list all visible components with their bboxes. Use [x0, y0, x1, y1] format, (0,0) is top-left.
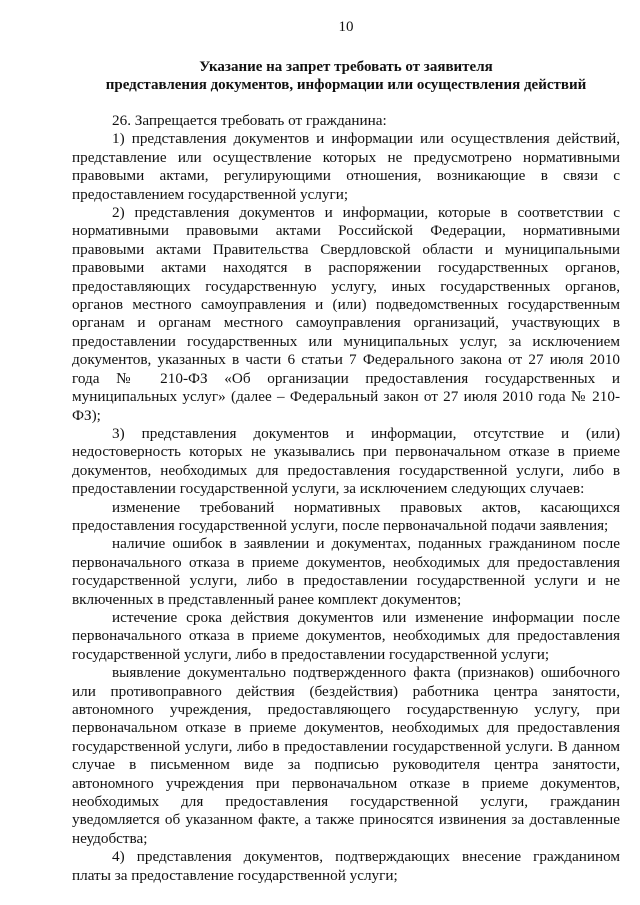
paragraph-exception-1: изменение требований нормативных правовых актов, касающихся предоставления государственной услуги, после первоначальной подачи заявления; [72, 498, 620, 534]
paragraph-item-4: 4) представления документов, подтверждающих внесение гражданином платы за предоставление государственной услуги; [72, 848, 620, 884]
paragraph-item-1: 1) представления документов и информации или осуществления действий, представление или осуществление которых не предусмотрено нормативными правовыми актами, регулирующими отношения, возникающие в связи с предоставлением государственной услуги; [72, 130, 620, 203]
document-body [72, 112, 620, 885]
document-page [72, 18, 620, 885]
paragraph-intro: 26. Запрещается требовать от гражданина: [112, 112, 387, 129]
page-number: 10 [338, 19, 354, 35]
paragraph-item-3: 3) представления документов и информации, отсутствие и (или) недостоверность которых не указывались при первоначальном отказе в приеме документов, необходимых для предоставления государственной услуги, либо в предоставлении государственной услуги, за исключением следующих случаев: [72, 424, 620, 498]
paragraph-exception-4: выявление документально подтвержденного факта (признаков) ошибочного или противоправного действия (бездействия) работника центра занятости, автономного учреждения, предоставляющего государственную услугу, при первоначальном отказе в приеме документов, необходимых для предоставления государственной услуги, либо в предоставлении государственной услуги. В данном случае в письменном виде за подписью руководителя центра занятости, автономного учреждения при первоначальном отказе в приеме документов, необходимых для предоставления государственной услуги, гражданин уведомляется об указанном факте, а также приносятся извинения за доставленные неудобства; [72, 664, 620, 847]
paragraph-exception-2: наличие ошибок в заявлении и документах, поданных гражданином после первоначального отказа в приеме документов, необходимых для предоставления государственной услуги, либо в предоставлении государственной услуги и не включенных в представленный ранее комплект документов; [72, 535, 620, 608]
paragraph-item-2: 2) представления документов и информации, которые в соответствии с нормативными правовыми актами Российской Федерации, нормативными правовыми актами Правительства Свердловской области и муниципальными правовыми актами находятся в распоряжении государственных органов, предоставляющих государственную услугу, иных государственных органов, органов местного самоуправления и (или) подведомственных государственным органам и органам местного самоуправления организаций, участвующих в предоставлении государственных или муниципальных услуг, за исключением документов, указанных в части 6 статьи 7 Федерального закона от 27 июля 2010 года № 210-ФЗ «Об организации предоставления государственных и муниципальных услуг» (далее – Федеральный закон от 27 июля 2010 года № 210-ФЗ); [72, 204, 620, 424]
paragraph-exception-3: истечение срока действия документов или изменение информации после первоначального отказа в приеме документов, необходимых для предоставления государственной услуги, либо в предоставлении государственной услуги; [72, 608, 620, 663]
section-heading-line-1: Указание на запрет требовать от заявителя [199, 59, 493, 75]
section-heading-line-2: представления документов, информации или осуществления действий [105, 77, 587, 93]
section-heading [72, 58, 620, 94]
